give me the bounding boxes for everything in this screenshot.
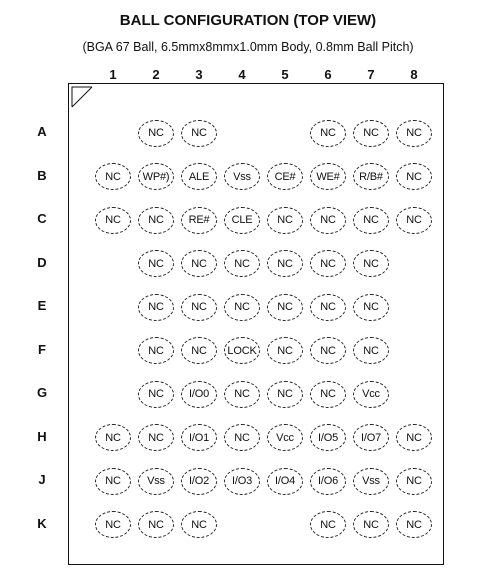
ball-B4	[224, 163, 260, 190]
ball-F3	[181, 337, 217, 364]
ball-label: Vss	[233, 170, 251, 183]
ball-label: NC	[363, 127, 379, 139]
row-label: F	[38, 341, 46, 357]
ball-label: CLE	[231, 214, 253, 226]
ball-C2	[138, 207, 174, 234]
row-label: K	[37, 515, 47, 531]
ball-label: NC	[363, 344, 379, 357]
ball-label: NC	[148, 431, 164, 444]
ball-G6	[310, 381, 346, 408]
ball-J8	[396, 468, 432, 495]
ball-label: NC	[406, 127, 422, 139]
ball-label: R/B#	[359, 170, 383, 183]
ball-label: NC	[320, 388, 336, 400]
ball-label: WE#	[316, 170, 340, 183]
ball-C5	[267, 207, 303, 234]
ball-label: NC	[105, 431, 121, 444]
ball-F2	[138, 337, 174, 364]
ball-D2	[138, 250, 174, 277]
ball-B1	[95, 163, 131, 190]
ball-A8	[396, 120, 432, 147]
ball-C1	[95, 207, 131, 234]
ball-label: NC	[191, 301, 207, 313]
ball-J4	[224, 468, 260, 495]
ball-label: NC	[406, 518, 422, 531]
ball-label: I/O3	[232, 475, 252, 487]
row-label: H	[37, 428, 47, 444]
ball-B8	[396, 163, 432, 190]
ball-B3	[181, 163, 217, 190]
ball-label: NC	[277, 257, 293, 270]
ball-C4	[224, 207, 260, 234]
ball-E6	[310, 294, 346, 321]
ball-label: NC	[406, 431, 422, 444]
ball-C7	[353, 207, 389, 234]
ball-A2	[138, 120, 174, 147]
ball-label: NC	[277, 344, 293, 357]
ball-label: NC	[363, 518, 379, 531]
ball-J1	[95, 468, 131, 495]
ball-B5	[267, 163, 303, 190]
ball-label: NC	[234, 257, 250, 270]
ball-label: NC	[234, 431, 250, 444]
row-label: C	[37, 211, 47, 226]
ball-label: NC	[105, 170, 121, 183]
ball-label: CE#	[274, 170, 296, 183]
ball-J3	[181, 468, 217, 495]
ball-label: NC	[406, 214, 422, 226]
ball-label: I/O2	[189, 475, 209, 487]
column-label: 8	[410, 67, 418, 82]
ball-D5	[267, 250, 303, 277]
ball-G3	[181, 381, 217, 408]
ball-label: I/O0	[189, 388, 209, 400]
ball-H3	[181, 424, 217, 451]
diagram-subtitle: (BGA 67 Ball, 6.5mmx8mmx1.0mm Body, 0.8mm Ball Pitch)	[82, 40, 414, 54]
ball-G2	[138, 381, 174, 408]
ball-label: NC	[148, 257, 164, 270]
ball-J6	[310, 468, 346, 495]
ball-label: NC	[105, 214, 121, 226]
ball-label: NC	[234, 301, 250, 313]
column-label: 2	[152, 67, 160, 82]
column-label: 7	[367, 67, 375, 82]
ball-H6	[310, 424, 346, 451]
ball-label: NC	[363, 214, 379, 226]
ball-B6	[310, 163, 346, 190]
ball-D7	[353, 250, 389, 277]
ball-J2	[138, 468, 174, 495]
ball-label: NC	[148, 344, 164, 357]
ball-F4	[224, 337, 260, 364]
pin1-marker-icon	[70, 85, 96, 111]
ball-label: NC	[191, 518, 207, 531]
column-label: 6	[324, 67, 332, 82]
column-label: 4	[238, 67, 246, 82]
ball-label: NC	[191, 257, 207, 270]
ball-F6	[310, 337, 346, 364]
ball-label: NC	[320, 518, 336, 531]
ball-H4	[224, 424, 260, 451]
ball-label: LOCK	[227, 344, 257, 357]
ball-C6	[310, 207, 346, 234]
ball-label: NC	[148, 301, 164, 313]
ball-label: Vcc	[362, 388, 380, 400]
ball-A7	[353, 120, 389, 147]
ball-J5	[267, 468, 303, 495]
ball-label: I/O7	[361, 431, 381, 444]
ball-label: NC	[406, 475, 422, 487]
ball-E7	[353, 294, 389, 321]
ball-C3	[181, 207, 217, 234]
package-outline	[68, 83, 444, 565]
ball-label: NC	[320, 214, 336, 226]
ball-D4	[224, 250, 260, 277]
ball-label: NC	[320, 301, 336, 313]
ball-label: NC	[105, 475, 121, 487]
ball-label: NC	[320, 127, 336, 139]
ball-F7	[353, 337, 389, 364]
column-label: 1	[109, 67, 117, 82]
ball-label: NC	[277, 214, 293, 226]
ball-label: ALE	[188, 170, 210, 183]
diagram-title: BALL CONFIGURATION (TOP VIEW)	[119, 12, 377, 29]
row-label: J	[38, 472, 46, 487]
ball-label: Vss	[362, 475, 380, 487]
ball-E4	[224, 294, 260, 321]
ball-K8	[396, 511, 432, 538]
ball-label: Vcc	[276, 431, 294, 444]
ball-K3	[181, 511, 217, 538]
ball-E3	[181, 294, 217, 321]
ball-E5	[267, 294, 303, 321]
ball-D6	[310, 250, 346, 277]
ball-label: NC	[191, 344, 207, 357]
ball-label: NC	[148, 518, 164, 531]
row-label: E	[37, 298, 47, 313]
row-label: A	[37, 124, 47, 139]
ball-B7	[353, 163, 389, 190]
ball-label: RE#	[188, 214, 210, 226]
ball-label: NC	[148, 388, 164, 400]
ball-K2	[138, 511, 174, 538]
ball-A3	[181, 120, 217, 147]
row-label: D	[37, 254, 47, 270]
ball-label: NC	[191, 127, 207, 139]
ball-G7	[353, 381, 389, 408]
ball-label: NC	[277, 388, 293, 400]
ball-H1	[95, 424, 131, 451]
ball-K1	[95, 511, 131, 538]
ball-C8	[396, 207, 432, 234]
ball-J7	[353, 468, 389, 495]
ball-label: I/O1	[189, 431, 209, 444]
ball-H2	[138, 424, 174, 451]
ball-H5	[267, 424, 303, 451]
ball-label: I/O4	[275, 475, 295, 487]
ball-F5	[267, 337, 303, 364]
ball-label: NC	[148, 127, 164, 139]
column-label: 3	[195, 67, 203, 82]
ball-H8	[396, 424, 432, 451]
row-label: B	[37, 167, 47, 183]
column-label: 5	[281, 67, 289, 82]
ball-label: NC	[277, 301, 293, 313]
ball-label: NC	[320, 257, 336, 270]
ball-K6	[310, 511, 346, 538]
ball-H7	[353, 424, 389, 451]
row-label: G	[36, 385, 48, 400]
ball-K7	[353, 511, 389, 538]
ball-A6	[310, 120, 346, 147]
ball-label: I/O5	[318, 431, 338, 444]
ball-label: Vss	[147, 475, 165, 487]
ball-B2	[138, 163, 174, 190]
ball-label: NC	[320, 344, 336, 357]
ball-label: NC	[363, 301, 379, 313]
ball-label: NC	[406, 170, 422, 183]
ball-label: NC	[363, 257, 379, 270]
ball-label: NC	[105, 518, 121, 531]
ball-D3	[181, 250, 217, 277]
ball-label: NC	[234, 388, 250, 400]
ball-label: NC	[148, 214, 164, 226]
ball-G4	[224, 381, 260, 408]
ball-E2	[138, 294, 174, 321]
ball-label: WP#)	[142, 170, 170, 183]
ball-G5	[267, 381, 303, 408]
ball-label: I/O6	[318, 475, 338, 487]
